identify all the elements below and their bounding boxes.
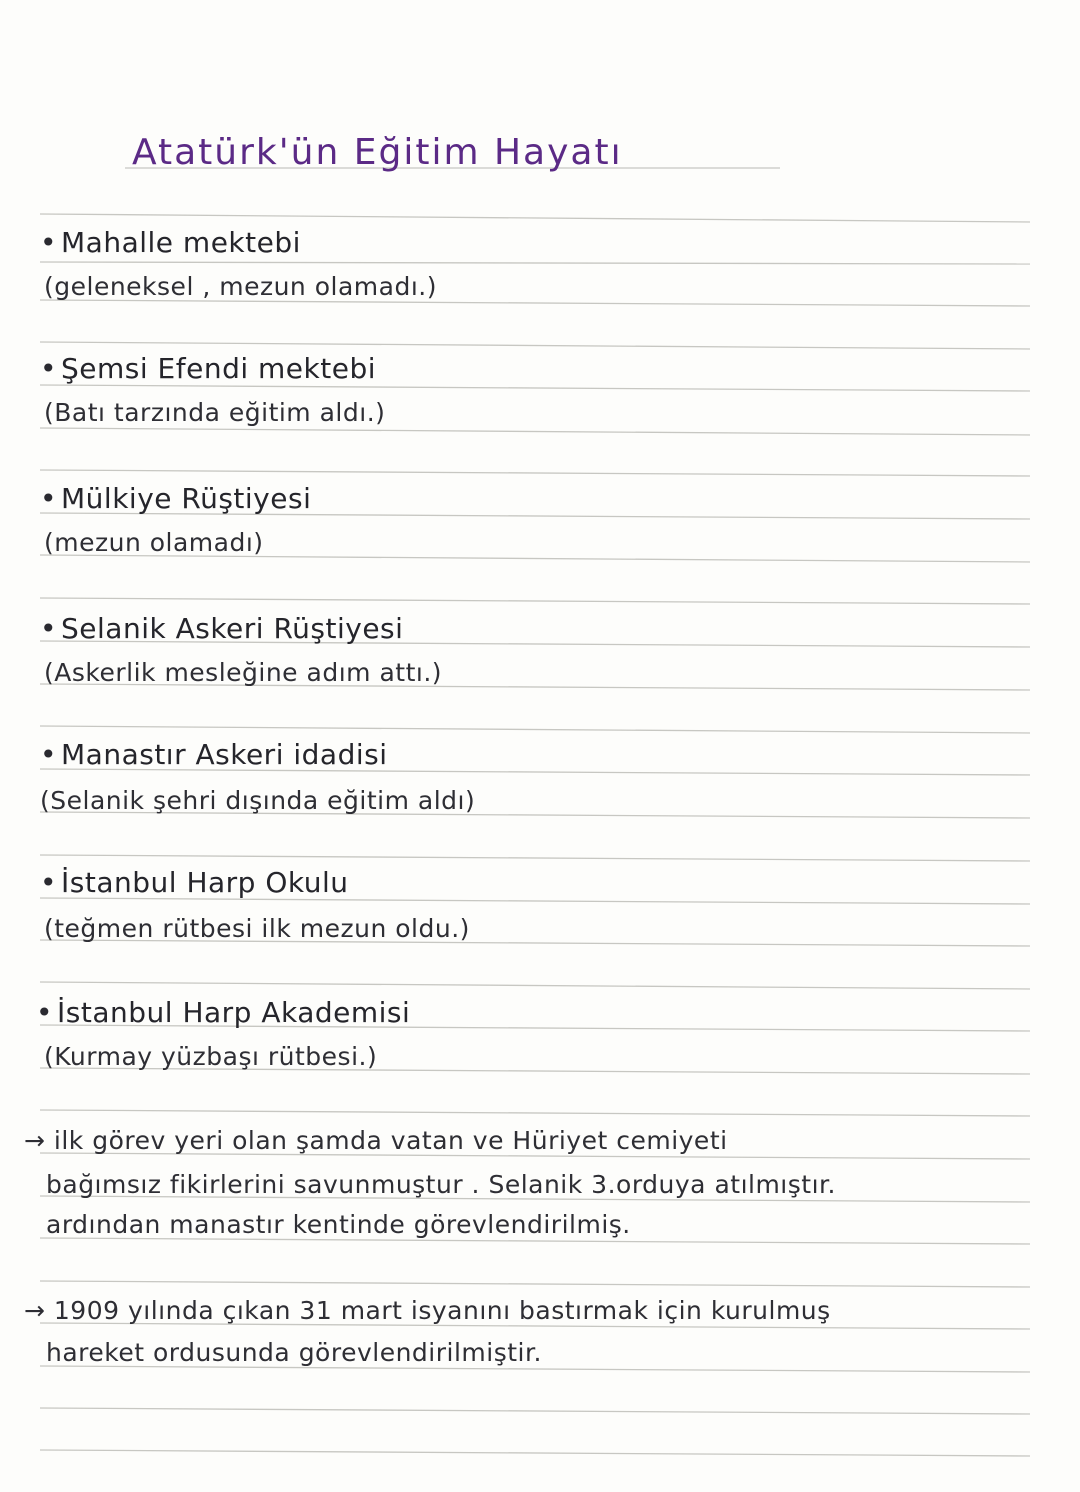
paragraph-1-line-1: → ilk görev yeri olan şamda vatan ve Hüriyet cemiyeti	[24, 1126, 728, 1155]
school-item-1	[40, 226, 301, 259]
school-name: Mahalle mektebi	[61, 226, 301, 259]
bullet-icon: •	[40, 866, 58, 899]
school-item-5	[40, 738, 388, 771]
bullet-icon: •	[36, 996, 54, 1029]
school-name: Mülkiye Rüştiyesi	[61, 482, 312, 515]
school-name: İstanbul Harp Okulu	[61, 866, 349, 899]
page-title: Atatürk'ün Eğitim Hayatı	[132, 132, 623, 173]
school-note: (teğmen rütbesi ilk mezun oldu.)	[44, 914, 470, 943]
arrow-icon: →	[24, 1296, 46, 1325]
bullet-icon: •	[40, 738, 58, 771]
school-note: (Kurmay yüzbaşı rütbesi.)	[44, 1042, 378, 1071]
bullet-icon: •	[40, 482, 58, 515]
bullet-icon: •	[40, 612, 58, 645]
paragraph-1-line-3: ardından manastır kentinde görevlendirilmiş.	[46, 1210, 631, 1239]
school-note: (Askerlik mesleğine adım attı.)	[44, 658, 443, 687]
school-note: (Batı tarzında eğitim aldı.)	[44, 398, 386, 427]
bullet-icon: •	[40, 226, 58, 259]
school-name: Selanik Askeri Rüştiyesi	[61, 612, 404, 645]
school-item-6	[40, 866, 349, 899]
paragraph-2-line-1: → 1909 yılında çıkan 31 mart isyanını bastırmak için kurulmuş	[24, 1296, 831, 1325]
school-name: Manastır Askeri idadisi	[61, 738, 388, 771]
paragraph-2-line-2: hareket ordusunda görevlendirilmiştir.	[46, 1338, 542, 1367]
school-name: Şemsi Efendi mektebi	[61, 352, 377, 385]
school-item-7	[36, 996, 410, 1029]
school-note: (geleneksel , mezun olamadı.)	[44, 272, 437, 301]
school-note: (mezun olamadı)	[44, 528, 264, 557]
paragraph-1-line-2: bağımsız fikirlerini savunmuştur . Selanik 3.orduya atılmıştır.	[46, 1170, 836, 1199]
school-item-2	[40, 352, 376, 385]
school-item-3	[40, 482, 311, 515]
bullet-icon: •	[40, 352, 58, 385]
arrow-icon: →	[24, 1126, 46, 1155]
school-item-4	[40, 612, 403, 645]
school-name: İstanbul Harp Akademisi	[57, 996, 411, 1029]
school-note: (Selanik şehri dışında eğitim aldı)	[40, 786, 476, 815]
